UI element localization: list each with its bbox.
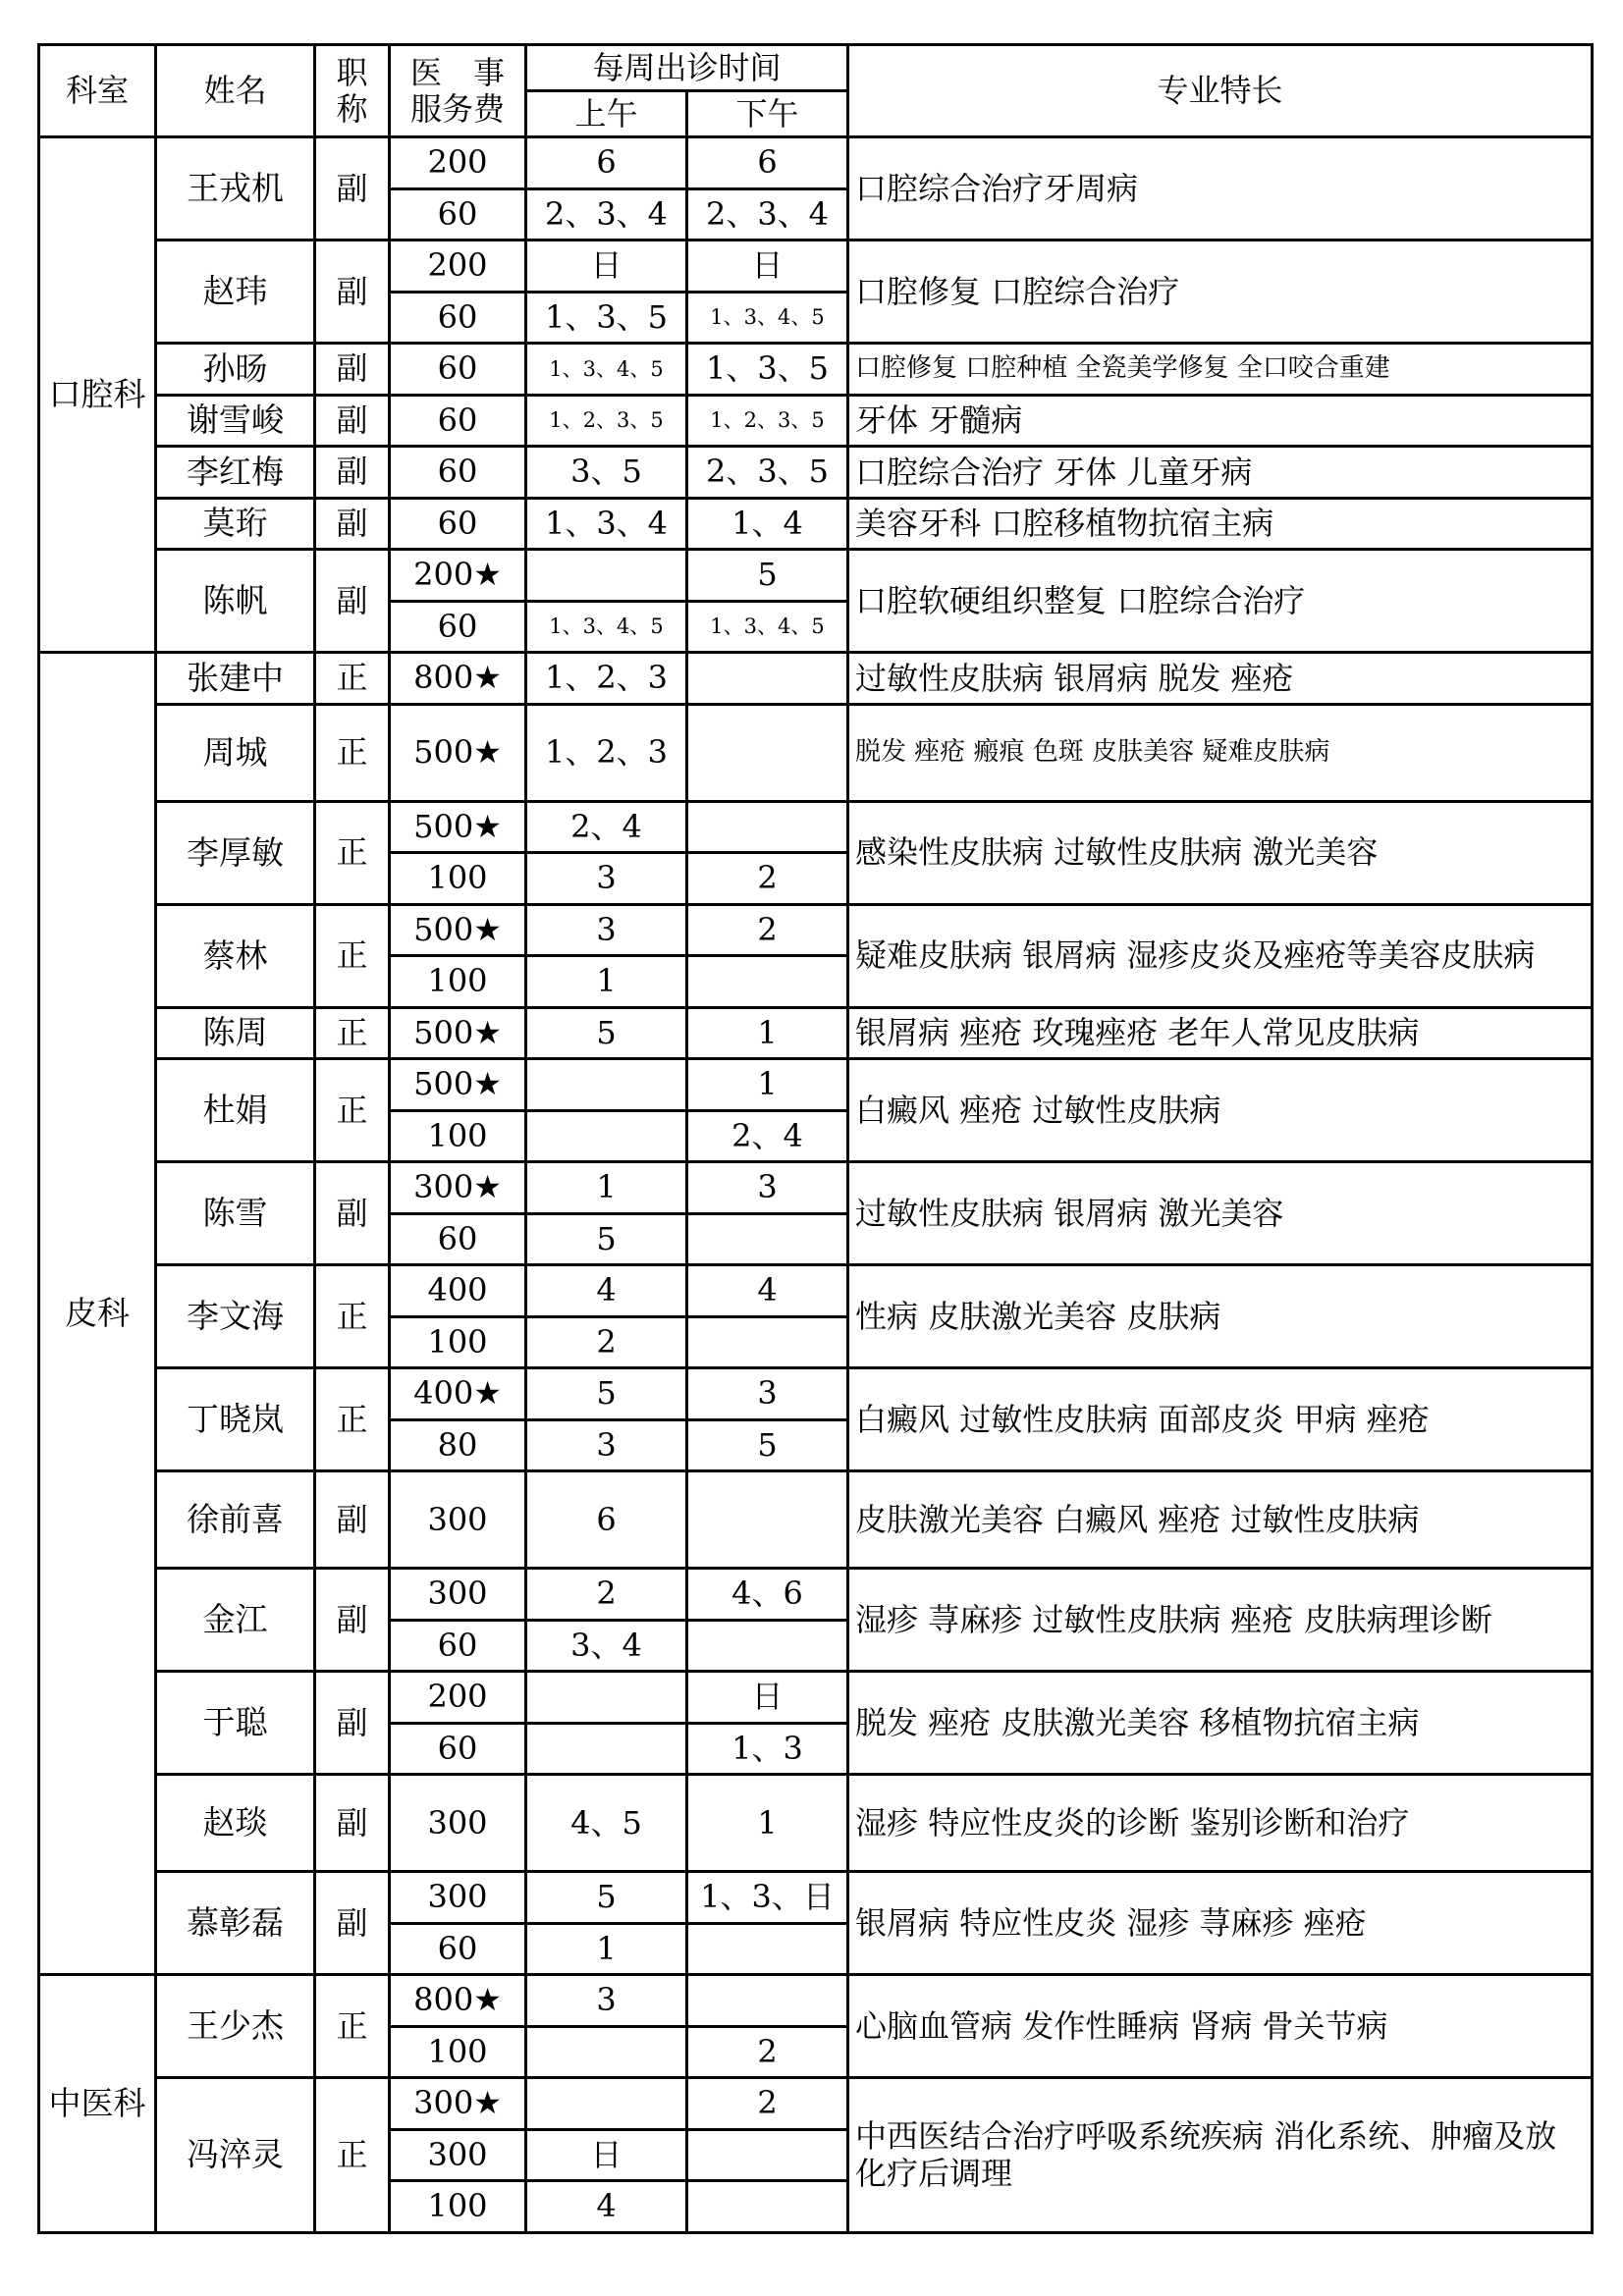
- service-fee: 60: [390, 188, 526, 240]
- morning-days: 1: [526, 1923, 687, 1975]
- morning-days: 3、5: [526, 447, 687, 499]
- doctor-name: 赵琰: [156, 1775, 315, 1872]
- service-fee: 200★: [390, 550, 526, 602]
- doctor-title: 正: [315, 1059, 390, 1162]
- doctor-title: 副: [315, 1775, 390, 1872]
- service-fee: 300: [390, 1775, 526, 1872]
- table-row: [39, 904, 1593, 956]
- doctor-title: 副: [315, 550, 390, 653]
- specialty: 美容牙科 口腔移植物抗宿主病: [848, 498, 1593, 550]
- morning-days: 1、2、3、5: [526, 395, 687, 447]
- morning-days: 3、4: [526, 1620, 687, 1672]
- afternoon-days: [687, 1471, 848, 1569]
- morning-days: 6: [526, 1471, 687, 1569]
- afternoon-days: 1、3、日: [687, 1872, 848, 1924]
- service-fee: 60: [390, 292, 526, 344]
- service-fee: 60: [390, 395, 526, 447]
- afternoon-days: 4: [687, 1265, 848, 1317]
- afternoon-days: [687, 956, 848, 1008]
- morning-days: 2: [526, 1316, 687, 1368]
- doctor-title: 正: [315, 801, 390, 904]
- doctor-title: 副: [315, 240, 390, 344]
- service-fee: 60: [390, 1923, 526, 1975]
- morning-days: 4、5: [526, 1775, 687, 1872]
- morning-days: 4: [526, 2181, 687, 2233]
- service-fee: 60: [390, 1620, 526, 1672]
- afternoon-days: [687, 1213, 848, 1265]
- morning-days: 1: [526, 956, 687, 1008]
- doctor-name: 金江: [156, 1569, 315, 1672]
- doctor-name: 周城: [156, 704, 315, 801]
- doctor-name: 赵玮: [156, 240, 315, 344]
- doctor-name: 谢雪峻: [156, 395, 315, 447]
- afternoon-days: 1、3、5: [687, 344, 848, 396]
- doctor-title: 正: [315, 653, 390, 705]
- specialty: 皮肤激光美容 白癜风 痤疮 过敏性皮肤病: [848, 1471, 1593, 1569]
- afternoon-days: [687, 653, 848, 705]
- afternoon-days: [687, 704, 848, 801]
- morning-days: 5: [526, 1368, 687, 1420]
- afternoon-days: 1、3: [687, 1723, 848, 1775]
- table-row: [39, 2078, 1593, 2130]
- table-row: [39, 344, 1593, 396]
- table-row: [39, 498, 1593, 550]
- specialty: 口腔综合治疗牙周病: [848, 137, 1593, 240]
- table-row: [39, 240, 1593, 293]
- specialty: 牙体 牙髓病: [848, 395, 1593, 447]
- morning-days: 6: [526, 137, 687, 189]
- afternoon-days: [687, 2181, 848, 2233]
- table-row: [39, 704, 1593, 801]
- afternoon-days: 1、3、4、5: [687, 292, 848, 344]
- afternoon-days: [687, 1975, 848, 2027]
- afternoon-days: 3: [687, 1162, 848, 1214]
- doctor-title: 副: [315, 1471, 390, 1569]
- doctor-title: 正: [315, 904, 390, 1007]
- table-row: [39, 1265, 1593, 1317]
- doctor-title: 副: [315, 447, 390, 499]
- morning-days: 5: [526, 1872, 687, 1924]
- doctor-title: 正: [315, 1265, 390, 1368]
- morning-days: [526, 550, 687, 602]
- morning-days: 2: [526, 1569, 687, 1621]
- specialty: 过敏性皮肤病 银屑病 激光美容: [848, 1162, 1593, 1265]
- doctor-title: 副: [315, 395, 390, 447]
- morning-days: 3: [526, 1419, 687, 1471]
- doctor-title: 副: [315, 137, 390, 240]
- specialty: 湿疹 荨麻疹 过敏性皮肤病 痤疮 皮肤病理诊断: [848, 1569, 1593, 1672]
- doctor-title: 副: [315, 1569, 390, 1672]
- service-fee: 60: [390, 1213, 526, 1265]
- table-row: [39, 1059, 1593, 1111]
- morning-days: 1、3、4、5: [526, 601, 687, 653]
- doctor-title: 副: [315, 344, 390, 396]
- afternoon-days: 1、2、3、5: [687, 395, 848, 447]
- service-fee: 300: [390, 1569, 526, 1621]
- afternoon-days: 日: [687, 240, 848, 293]
- table-row: [39, 1471, 1593, 1569]
- service-fee: 500★: [390, 1059, 526, 1111]
- service-fee: 300★: [390, 1162, 526, 1214]
- doctor-title: 正: [315, 1975, 390, 2078]
- header-spec: 专业特长: [848, 45, 1593, 137]
- afternoon-days: 2: [687, 853, 848, 905]
- doctor-name: 王戎机: [156, 137, 315, 240]
- table-row: [39, 1368, 1593, 1420]
- table-row: [39, 1872, 1593, 1924]
- doctor-name: 张建中: [156, 653, 315, 705]
- specialty: 口腔修复 口腔种植 全瓷美学修复 全口咬合重建: [848, 344, 1593, 396]
- header-name: 姓名: [156, 45, 315, 137]
- specialty: 脱发 痤疮 皮肤激光美容 移植物抗宿主病: [848, 1672, 1593, 1775]
- table-row: [39, 653, 1593, 705]
- afternoon-days: [687, 1316, 848, 1368]
- service-fee: 800★: [390, 1975, 526, 2027]
- service-fee: 60: [390, 447, 526, 499]
- service-fee: 500★: [390, 1007, 526, 1059]
- morning-days: [526, 2026, 687, 2078]
- specialty: 口腔软硬组织整复 口腔综合治疗: [848, 550, 1593, 653]
- table-header: [39, 45, 1593, 137]
- service-fee: 800★: [390, 653, 526, 705]
- morning-days: 3: [526, 1975, 687, 2027]
- doctor-name: 陈雪: [156, 1162, 315, 1265]
- service-fee: 60: [390, 498, 526, 550]
- doctor-name: 丁晓岚: [156, 1368, 315, 1471]
- morning-days: [526, 1110, 687, 1162]
- service-fee: 100: [390, 2181, 526, 2233]
- morning-days: 1、3、4、5: [526, 344, 687, 396]
- doctor-title: 正: [315, 704, 390, 801]
- clinic-schedule-table: [37, 43, 1594, 2234]
- service-fee: 200: [390, 137, 526, 189]
- afternoon-days: 1、3、4、5: [687, 601, 848, 653]
- service-fee: 200: [390, 1672, 526, 1724]
- specialty: 心脑血管病 发作性睡病 肾病 骨关节病: [848, 1975, 1593, 2078]
- service-fee: 100: [390, 1316, 526, 1368]
- doctor-name: 冯淬灵: [156, 2078, 315, 2233]
- afternoon-days: 6: [687, 137, 848, 189]
- afternoon-days: 4、6: [687, 1569, 848, 1621]
- header-title: 职称: [315, 45, 390, 137]
- service-fee: 300: [390, 1471, 526, 1569]
- service-fee: 400: [390, 1265, 526, 1317]
- afternoon-days: 2: [687, 2078, 848, 2130]
- afternoon-days: 1: [687, 1059, 848, 1111]
- afternoon-days: [687, 1620, 848, 1672]
- afternoon-days: 3: [687, 1368, 848, 1420]
- header-fee: 医 事 服务费: [390, 45, 526, 137]
- morning-days: 1、2、3: [526, 653, 687, 705]
- specialty: 口腔综合治疗 牙体 儿童牙病: [848, 447, 1593, 499]
- header-weekly: 每周出诊时间: [526, 45, 848, 91]
- morning-days: 1、3、5: [526, 292, 687, 344]
- table-row: [39, 1007, 1593, 1059]
- doctor-name: 李厚敏: [156, 801, 315, 904]
- service-fee: 500★: [390, 801, 526, 853]
- afternoon-days: [687, 2129, 848, 2181]
- afternoon-days: 5: [687, 1419, 848, 1471]
- specialty: 湿疹 特应性皮炎的诊断 鉴别诊断和治疗: [848, 1775, 1593, 1872]
- service-fee: 80: [390, 1419, 526, 1471]
- morning-days: [526, 1723, 687, 1775]
- afternoon-days: 2、4: [687, 1110, 848, 1162]
- morning-days: 5: [526, 1213, 687, 1265]
- table-row: [39, 550, 1593, 602]
- afternoon-days: 2、3、5: [687, 447, 848, 499]
- afternoon-days: 5: [687, 550, 848, 602]
- service-fee: 300★: [390, 2078, 526, 2130]
- table-row: [39, 1672, 1593, 1724]
- header-am: 上午: [526, 91, 687, 137]
- afternoon-days: 2、3、4: [687, 188, 848, 240]
- table-body: [39, 137, 1593, 2233]
- table-row: [39, 1975, 1593, 2027]
- table-row: [39, 395, 1593, 447]
- table-row: [39, 801, 1593, 853]
- service-fee: 100: [390, 956, 526, 1008]
- service-fee: 500★: [390, 904, 526, 956]
- morning-days: 2、3、4: [526, 188, 687, 240]
- doctor-name: 杜娟: [156, 1059, 315, 1162]
- specialty: 脱发 痤疮 瘢痕 色斑 皮肤美容 疑难皮肤病: [848, 704, 1593, 801]
- morning-days: 日: [526, 2129, 687, 2181]
- morning-days: 3: [526, 904, 687, 956]
- specialty: 感染性皮肤病 过敏性皮肤病 激光美容: [848, 801, 1593, 904]
- afternoon-days: 日: [687, 1672, 848, 1724]
- service-fee: 60: [390, 344, 526, 396]
- doctor-name: 慕彰磊: [156, 1872, 315, 1975]
- service-fee: 500★: [390, 704, 526, 801]
- specialty: 性病 皮肤激光美容 皮肤病: [848, 1265, 1593, 1368]
- morning-days: [526, 1672, 687, 1724]
- table-row: [39, 1162, 1593, 1214]
- specialty: 白癜风 痤疮 过敏性皮肤病: [848, 1059, 1593, 1162]
- specialty: 过敏性皮肤病 银屑病 脱发 痤疮: [848, 653, 1593, 705]
- specialty: 白癜风 过敏性皮肤病 面部皮炎 甲病 痤疮: [848, 1368, 1593, 1471]
- morning-days: 2、4: [526, 801, 687, 853]
- specialty: 疑难皮肤病 银屑病 湿疹皮炎及痤疮等美容皮肤病: [848, 904, 1593, 1007]
- morning-days: 5: [526, 1007, 687, 1059]
- afternoon-days: 2: [687, 2026, 848, 2078]
- doctor-title: 正: [315, 1368, 390, 1471]
- department-cell: 中医科: [39, 1975, 156, 2233]
- afternoon-days: 2: [687, 904, 848, 956]
- doctor-name: 蔡林: [156, 904, 315, 1007]
- table-row: [39, 137, 1593, 189]
- department-cell: 皮科: [39, 653, 156, 1975]
- specialty: 银屑病 特应性皮炎 湿疹 荨麻疹 痤疮: [848, 1872, 1593, 1975]
- service-fee: 100: [390, 2026, 526, 2078]
- doctor-title: 副: [315, 1672, 390, 1775]
- morning-days: 4: [526, 1265, 687, 1317]
- morning-days: 3: [526, 853, 687, 905]
- specialty: 银屑病 痤疮 玫瑰痤疮 老年人常见皮肤病: [848, 1007, 1593, 1059]
- doctor-name: 李红梅: [156, 447, 315, 499]
- service-fee: 200: [390, 240, 526, 293]
- doctor-title: 正: [315, 2078, 390, 2233]
- doctor-name: 王少杰: [156, 1975, 315, 2078]
- morning-days: [526, 1059, 687, 1111]
- service-fee: 60: [390, 601, 526, 653]
- service-fee: 60: [390, 1723, 526, 1775]
- morning-days: 日: [526, 240, 687, 293]
- afternoon-days: 1: [687, 1007, 848, 1059]
- header-dept: 科室: [39, 45, 156, 137]
- morning-days: 1、3、4: [526, 498, 687, 550]
- service-fee: 300: [390, 1872, 526, 1924]
- doctor-title: 正: [315, 1007, 390, 1059]
- doctor-title: 副: [315, 498, 390, 550]
- service-fee: 400★: [390, 1368, 526, 1420]
- doctor-name: 陈周: [156, 1007, 315, 1059]
- doctor-name: 陈帆: [156, 550, 315, 653]
- afternoon-days: 1: [687, 1775, 848, 1872]
- table-row: [39, 447, 1593, 499]
- service-fee: 100: [390, 1110, 526, 1162]
- table-row: [39, 1775, 1593, 1872]
- doctor-title: 副: [315, 1162, 390, 1265]
- service-fee: 300: [390, 2129, 526, 2181]
- doctor-name: 莫珩: [156, 498, 315, 550]
- doctor-name: 孙旸: [156, 344, 315, 396]
- doctor-name: 徐前喜: [156, 1471, 315, 1569]
- service-fee: 100: [390, 853, 526, 905]
- morning-days: 1、2、3: [526, 704, 687, 801]
- morning-days: 1: [526, 1162, 687, 1214]
- department-cell: 口腔科: [39, 137, 156, 653]
- doctor-name: 李文海: [156, 1265, 315, 1368]
- header-pm: 下午: [687, 91, 848, 137]
- afternoon-days: [687, 801, 848, 853]
- morning-days: [526, 2078, 687, 2130]
- doctor-title: 副: [315, 1872, 390, 1975]
- afternoon-days: [687, 1923, 848, 1975]
- afternoon-days: 1、4: [687, 498, 848, 550]
- specialty: 中西医结合治疗呼吸系统疾病 消化系统、肿瘤及放化疗后调理: [848, 2078, 1593, 2233]
- specialty: 口腔修复 口腔综合治疗: [848, 240, 1593, 344]
- table-row: [39, 1569, 1593, 1621]
- doctor-name: 于聪: [156, 1672, 315, 1775]
